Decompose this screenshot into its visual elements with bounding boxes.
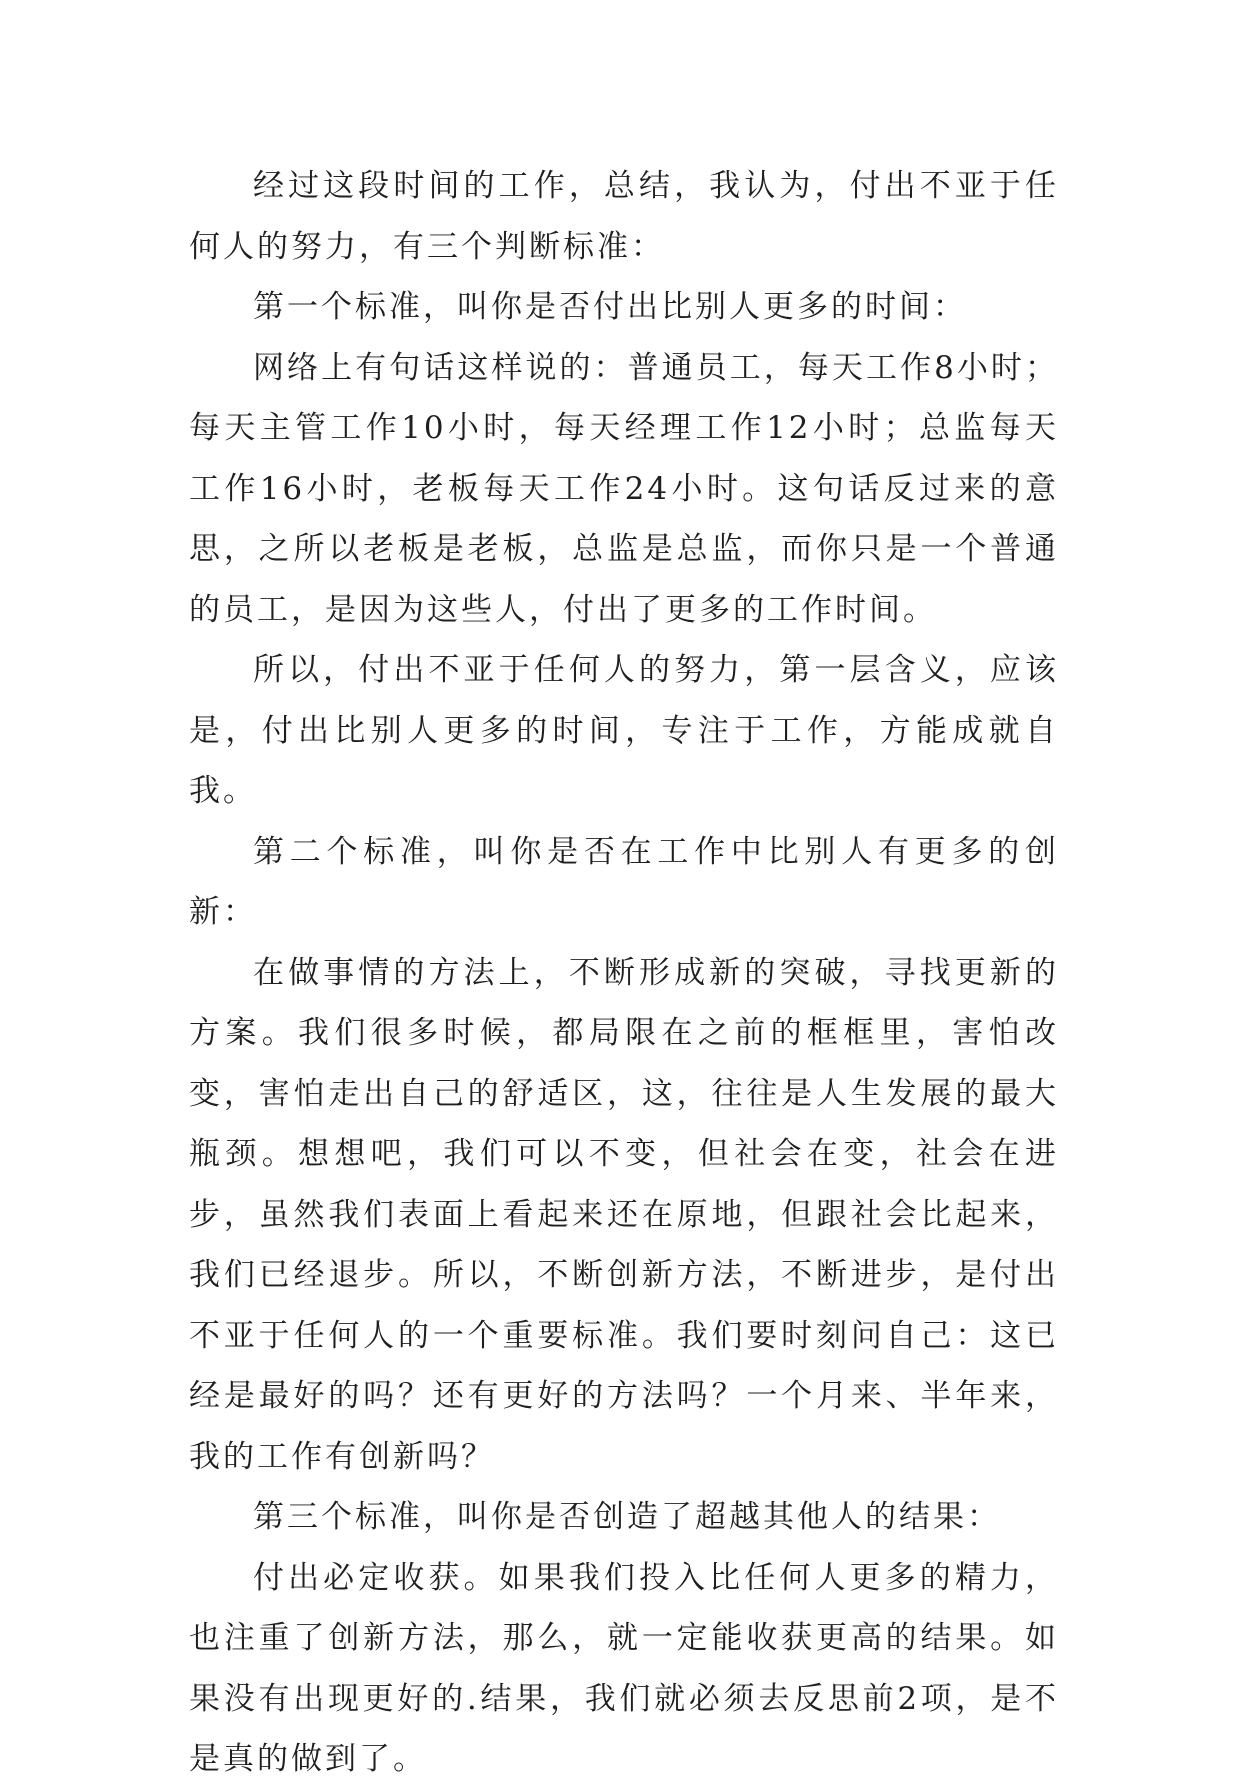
paragraph-innovation: 在做事情的方法上，不断形成新的突破，寻找更新的方案。我们很多时候，都局限在之前的框框里，害怕改变，害怕走出自己的舒适区，这，往往是人生发展的最大瓶颈。想想吧，我们可以不变，但社会在变，社会在进步，虽然我们表面上看起来还在原地，但跟社会比起来，我们已经退步。所以，不断创新方法，不断进步，是付出不亚于任何人的一个重要标准。我们要时刻问自己：这已经是最好的吗？还有更好的方法吗？一个月来、半年来，我的工作有创新吗？ <box>189 954 1059 1475</box>
paragraph-results: 付出必定收获。如果我们投入比任何人更多的精力，也注重了创新方法，那么，就一定能收获更高的结果。如果没有出现更好的.结果，我们就必须去反思前2项，是不是真的做到了。 <box>189 1559 1059 1777</box>
paragraph-standard-one-heading: 第一个标准，叫你是否付出比别人更多的时间： <box>253 289 967 325</box>
paragraph-standard-two-heading: 第二个标准，叫你是否在工作中比别人有更多的创新： <box>189 833 1059 930</box>
paragraph-intro: 经过这段时间的工作，总结，我认为，付出不亚于任何人的努力，有三个判断标准： <box>189 168 1059 265</box>
paragraph-first-meaning: 所以，付出不亚于任何人的努力，第一层含义，应该是，付出比别人更多的时间，专注于工作，方能成就自我。 <box>189 652 1059 809</box>
paragraph-standard-three-heading: 第三个标准，叫你是否创造了超越其他人的结果： <box>253 1499 1001 1535</box>
document-body <box>189 156 1059 1790</box>
paragraph-work-hours: 网络上有句话这样说的：普通员工，每天工作8小时；每天主管工作10小时，每天经理工作12小时；总监每天工作16小时，老板每天工作24小时。这句话反过来的意思，之所以老板是老板，总监是总监，而你只是一个普通的员工，是因为这些人，付出了更多的工作时间。 <box>189 349 1059 628</box>
